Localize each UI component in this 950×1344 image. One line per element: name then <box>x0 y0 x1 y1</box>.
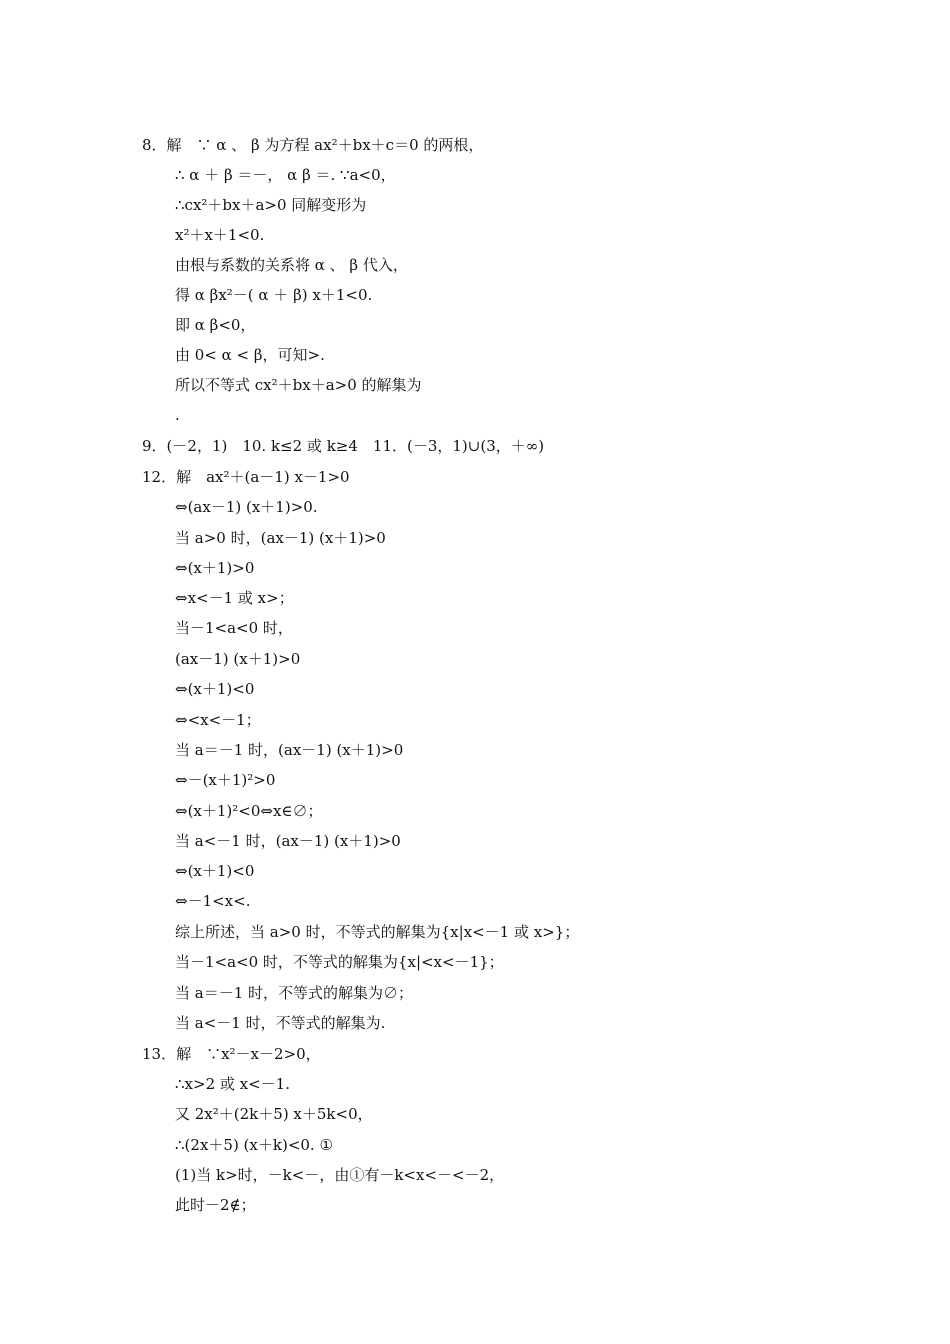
text-line: ⇔(x＋1)²<0⇔x∈∅； <box>175 802 323 820</box>
text-line: 当 a>0 时，(ax－1) (x＋1)>0 <box>175 529 386 547</box>
text-line: . <box>175 406 180 424</box>
text-line: 此时－2∉； <box>175 1196 256 1214</box>
text-line: 得 α βx²－( α ＋ β) x＋1<0. <box>175 286 373 304</box>
text-line: 13．解 ∵x²－x－2>0， <box>142 1045 321 1063</box>
text-line: ∴cx²＋bx＋a>0 同解变形为 <box>175 196 367 214</box>
text-line: 所以不等式 cx²＋bx＋a>0 的解集为 <box>175 376 422 394</box>
text-line: 又 2x²＋(2k＋5) x＋5k<0， <box>175 1105 373 1123</box>
text-line: x²＋x＋1<0. <box>175 226 265 244</box>
text-line: 当 a＝－1 时，不等式的解集为∅； <box>175 984 414 1002</box>
text-line: (ax－1) (x＋1)>0 <box>175 650 301 668</box>
text-line: 9．(－2，1) 10. k≤2 或 k≥4 11．(－3，1)∪(3，＋∞) <box>142 437 545 455</box>
text-line: 即 α β<0， <box>175 316 256 334</box>
text-line: ⇔(x＋1)>0 <box>175 559 255 577</box>
text-line: ∴(2x＋5) (x＋k)<0. ① <box>175 1136 333 1154</box>
text-line: 当 a＝－1 时，(ax－1) (x＋1)>0 <box>175 741 404 759</box>
text-line: ∴ α ＋ β ＝－， α β ＝. ∵a<0， <box>175 166 396 184</box>
text-line: 当－1<a<0 时，不等式的解集为{x|<x<－1}； <box>175 953 504 971</box>
text-line: 当－1<a<0 时， <box>175 619 293 637</box>
text-line: ⇔<x<－1； <box>175 711 261 729</box>
text-line: 当 a<－1 时，(ax－1) (x＋1)>0 <box>175 832 401 850</box>
text-line: 由根与系数的关系将 α 、 β 代入， <box>175 256 408 274</box>
text-line: ⇔x<－1 或 x>； <box>175 589 294 607</box>
text-line: 8．解 ∵ α 、 β 为方程 ax²＋bx＋c＝0 的两根， <box>142 136 484 154</box>
text-line: ⇔(x＋1)<0 <box>175 680 255 698</box>
text-line: ⇔－(x＋1)²>0 <box>175 771 276 789</box>
text-line: 12．解 ax²＋(a－1) x－1>0 <box>142 468 350 486</box>
text-line: ⇔－1<x<. <box>175 892 251 910</box>
text-line: 综上所述，当 a>0 时，不等式的解集为{x|x<－1 或 x>}； <box>175 923 580 941</box>
text-line: ∴x>2 或 x<－1. <box>175 1075 290 1093</box>
text-line: 由 0< α < β，可知>. <box>175 346 325 364</box>
text-line: ⇔(ax－1) (x＋1)>0. <box>175 498 318 516</box>
text-line: ⇔(x＋1)<0 <box>175 862 255 880</box>
text-line: (1)当 k>时，－k<－，由①有－k<x<－<－2， <box>175 1166 505 1184</box>
text-line: 当 a<－1 时，不等式的解集为. <box>175 1014 386 1032</box>
